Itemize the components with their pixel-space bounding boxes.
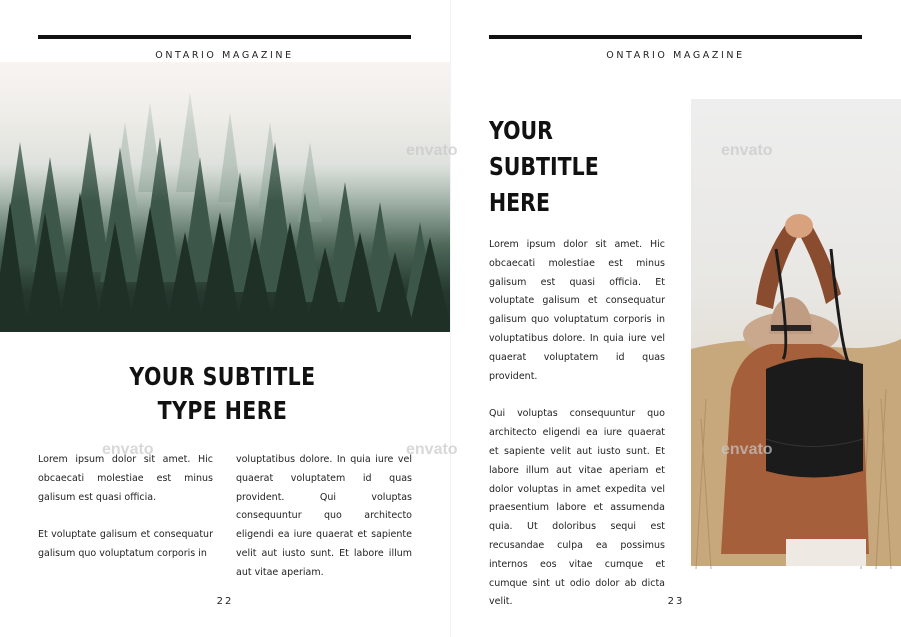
- paragraph: Lorem ipsum dolor sit amet. Hic obcaecati molestiae est minus galisum est quasi officia.: [38, 454, 213, 503]
- top-rule: [38, 35, 411, 39]
- right-page: [406, 0, 900, 637]
- watermark: envato: [406, 441, 458, 458]
- body-column-1: [38, 451, 213, 583]
- section-subtitle: [489, 113, 653, 221]
- subtitle-line-2: TYPE HERE: [157, 396, 288, 425]
- body-column-2: [236, 451, 412, 602]
- magazine-name: ONTARIO MAGAZINE: [606, 50, 745, 61]
- watermark: envato: [721, 142, 773, 159]
- body-column: [489, 236, 665, 631]
- paragraph: voluptatibus dolore. In quia iure vel quaerat voluptatem id quas provident. Qui voluptas consequuntur quo architecto eligendi ea iure quaerat et sapiente velit aut iusto sunt. Et labore illum aut vitae aperiam.: [236, 454, 412, 578]
- section-subtitle: [40, 360, 405, 428]
- forest-photo: [0, 62, 450, 332]
- subtitle-line-2: SUBTITLE: [489, 152, 599, 181]
- paragraph: Lorem ipsum dolor sit amet. Hic obcaecati molestiae est minus galisum est quasi officia. Et voluptate galisum et consequatur galisum quo voluptatum corporis in voluptatibus dolore. In quia iure vel quaerat voluptatem id quas provident.: [489, 239, 665, 382]
- page-number: 22: [216, 596, 234, 607]
- page-number: 23: [667, 596, 685, 607]
- paragraph: Et voluptate galisum et consequatur galisum quo voluptatum corporis in: [38, 529, 213, 560]
- subtitle-line-1: YOUR SUBTITLE: [129, 362, 316, 391]
- woman-with-bag-photo: [691, 99, 901, 566]
- watermark: envato: [406, 142, 458, 159]
- subtitle-line-1: YOUR: [489, 116, 553, 145]
- left-page: [0, 0, 450, 637]
- magazine-name: ONTARIO MAGAZINE: [155, 50, 294, 61]
- subtitle-line-3: HERE: [489, 188, 550, 217]
- watermark: envato: [102, 441, 154, 458]
- watermark: envato: [721, 441, 773, 458]
- paragraph: Qui voluptas consequuntur quo architecto eligendi ea iure quaerat et sapiente velit aut iusto sunt. Et labore illum aut vitae aperiam et dolor voluptas in amet expedita vel praesentium labore et assumenda quia. Ut doloribus sequi est recusandae culpa ea possimus internos eos vitae cumque et cumque sint ut odio dolor ab dicta velit.: [489, 408, 665, 608]
- top-rule: [489, 35, 862, 39]
